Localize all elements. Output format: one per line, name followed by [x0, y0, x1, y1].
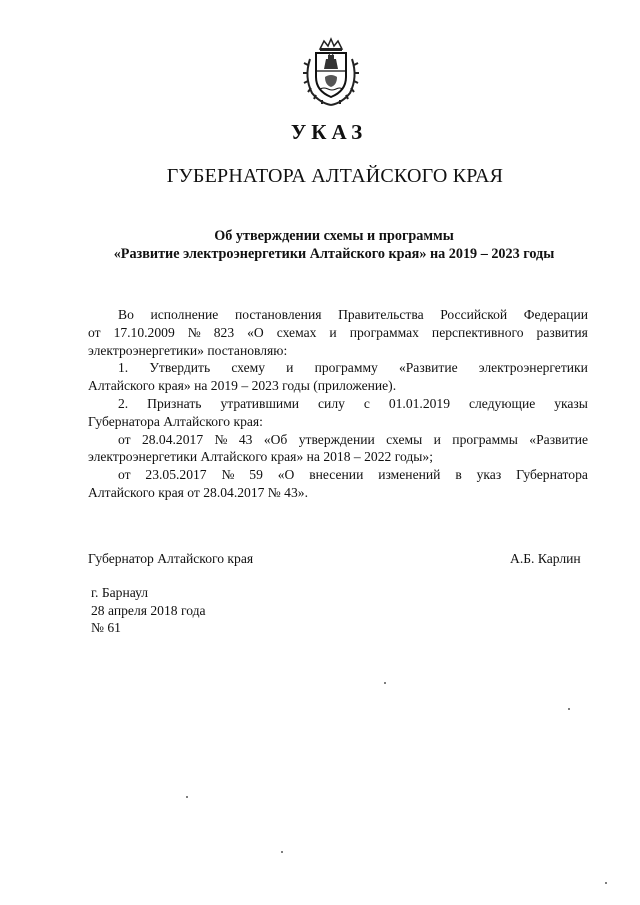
body-line: Алтайского края от 28.04.2017 № 43». [88, 484, 308, 500]
word: 59 [249, 467, 263, 483]
word: Российской [440, 307, 508, 322]
word: 01.01.2019 [388, 395, 450, 411]
word: «Об [263, 431, 288, 447]
word: программы [452, 431, 518, 447]
word: от [88, 324, 101, 340]
word: «О [277, 467, 295, 483]
paragraph-repealed-decree-43 [88, 431, 588, 467]
word: 17.10.2009 [113, 324, 175, 340]
body-line: Губернатора Алтайского края: [88, 413, 263, 429]
body-line [88, 431, 588, 449]
word: электроэнергетики [478, 360, 588, 376]
city: г. Барнаул [91, 585, 149, 600]
body-line: Алтайского края» на 2019 – 2023 годы (приложение). [88, 378, 397, 394]
decree-title: УКАЗ [290, 120, 368, 144]
word: силу [318, 395, 345, 411]
word: Утвердить [149, 360, 211, 376]
word: Признать [147, 395, 202, 411]
body-line [88, 359, 588, 377]
decree-subject [0, 227, 640, 263]
word: исполнение [150, 307, 219, 322]
word: перспективного [431, 324, 524, 340]
word: 823 [213, 324, 235, 340]
word: № [214, 431, 228, 447]
word: и [286, 360, 294, 376]
scan-speck [605, 882, 607, 884]
signatory-position: Губернатор Алтайского края [88, 551, 254, 566]
word: Во [118, 307, 134, 322]
word: указ [476, 467, 502, 483]
word: 1. [118, 360, 129, 376]
word: схемах [276, 324, 317, 340]
subject-line-1: Об утверждении схемы и программы [214, 228, 454, 244]
body-line: электроэнергетики Алтайского края» на 2018 – 2022 годы»; [88, 449, 433, 465]
word: с [363, 395, 370, 411]
word: развития [536, 324, 588, 340]
word: постановления [234, 307, 322, 322]
body-line [88, 395, 588, 413]
coat-of-arms-icon [302, 37, 360, 107]
word: 28.04.2017 [141, 431, 204, 447]
body-line: электроэнергетики» постановляю: [88, 342, 288, 358]
word: 43 [238, 431, 253, 447]
word: следующие [468, 395, 536, 411]
word: указы [554, 395, 588, 411]
word: схему [231, 360, 266, 376]
body-line [88, 466, 588, 484]
word: Правительства [338, 307, 424, 322]
scan-speck [281, 851, 283, 853]
word: утверждении [298, 431, 375, 447]
paragraph-item-2 [88, 395, 588, 431]
decree-body [88, 306, 588, 502]
paragraph-item-1 [88, 359, 588, 395]
word: 23.05.2017 [145, 467, 207, 483]
decree-date: 28 апреля 2018 года [91, 602, 206, 618]
body-line [88, 306, 588, 324]
word: от [118, 467, 131, 483]
word: Губернатора [516, 467, 588, 483]
decree-number: № 61 [91, 620, 121, 636]
word: и [329, 324, 337, 340]
scan-speck [186, 796, 188, 798]
issuer-title: ГУБЕРНАТОРА АЛТАЙСКОГО КРАЯ [166, 165, 504, 187]
word: 2. [118, 395, 129, 411]
word: утратившими [220, 395, 300, 411]
word: схемы [386, 431, 423, 447]
paragraph-repealed-decree-59 [88, 466, 588, 502]
scan-speck [568, 708, 570, 710]
signatory-name: А.Б. Карлин [510, 551, 581, 566]
scan-speck [384, 682, 386, 684]
word: «Развитие [529, 431, 588, 447]
word: «О [247, 324, 264, 340]
word: от [118, 431, 131, 447]
word: и [433, 431, 441, 447]
body-line [88, 324, 588, 342]
word: программу [314, 360, 378, 376]
subject-line-2: «Развитие электроэнергетики Алтайского края» на 2019 – 2023 годы [113, 246, 555, 262]
word: «Развитие [398, 360, 458, 376]
word: в [455, 467, 462, 483]
word: изменений [378, 467, 441, 483]
word: № [221, 467, 235, 483]
word: программах [349, 324, 419, 340]
paragraph-preamble [88, 306, 588, 359]
word: внесении [309, 467, 364, 483]
word: Федерации [523, 307, 588, 322]
place-date-block [91, 584, 206, 637]
word: № [187, 324, 201, 340]
